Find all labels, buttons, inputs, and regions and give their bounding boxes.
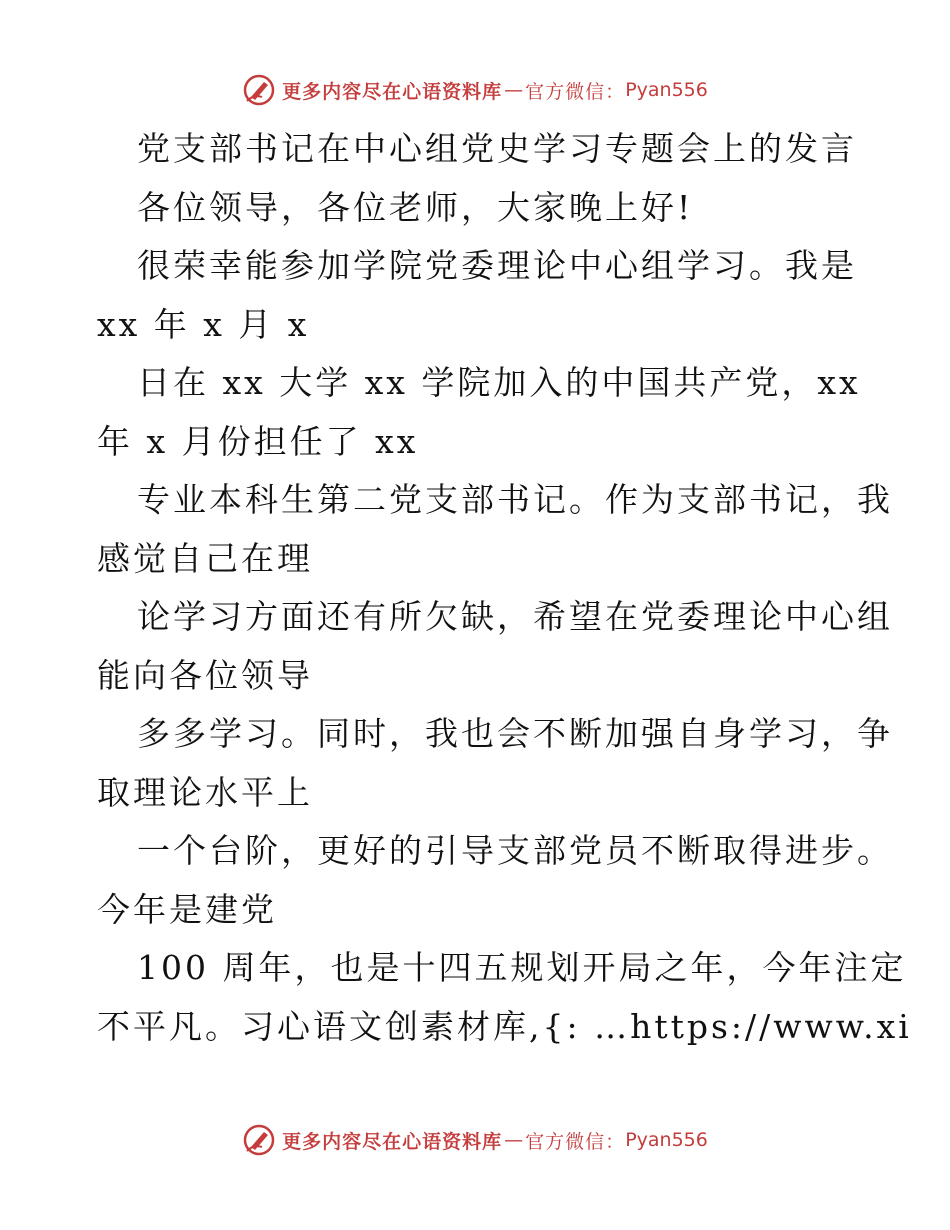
- banner-separator: —: [504, 79, 524, 101]
- header-banner: [0, 70, 950, 110]
- document-body: [97, 120, 912, 1056]
- text-line: 今年是建党: [97, 889, 277, 929]
- text-line: 各位领导，各位老师，大家晚上好!: [137, 187, 694, 227]
- footer-banner: [0, 1120, 950, 1160]
- text-line: 感觉自己在理: [97, 538, 313, 578]
- text-line: 多多学习。同时，我也会不断加强自身学习，争: [137, 714, 893, 753]
- text-line: 一个台阶，更好的引导支部党员不断取得进步。: [137, 831, 893, 870]
- pen-logo-icon: [242, 73, 276, 107]
- text-line: 能向各位领导: [97, 655, 313, 695]
- text-line: 100 周年，也是十四五规划开局之年，今年注定: [137, 948, 907, 987]
- banner-wechat-label: 官方微信：: [525, 1130, 626, 1153]
- text-line: 不平凡。习心语文创素材库,{: …https://www.xi: [97, 1006, 912, 1046]
- text-line: 日在 xx 大学 xx 学院加入的中国共产党，xx: [137, 363, 861, 402]
- text-line: 很荣幸能参加学院党委理论中心组学习。我是: [137, 246, 857, 285]
- banner-separator: —: [504, 1129, 524, 1151]
- text-line: 取理论水平上: [97, 772, 313, 812]
- banner-wechat-label: 官方微信：: [525, 80, 626, 103]
- text-line: 年 x 月份担任了 xx: [97, 421, 419, 461]
- document-title: 党支部书记在中心组党史学习专题会上的发言: [137, 129, 857, 168]
- text-line: xx 年 x 月 x: [97, 304, 310, 344]
- text-line: 专业本科生第二党支部书记。作为支部书记，我: [137, 480, 893, 519]
- banner-wechat-id: Pyan556: [625, 1129, 708, 1151]
- banner-wechat-id: Pyan556: [625, 79, 708, 101]
- banner-title: 更多内容尽在心语资料库: [282, 80, 503, 103]
- text-line: 论学习方面还有所欠缺，希望在党委理论中心组: [137, 597, 893, 636]
- pen-logo-icon: [242, 1123, 276, 1157]
- banner-title: 更多内容尽在心语资料库: [282, 1130, 503, 1153]
